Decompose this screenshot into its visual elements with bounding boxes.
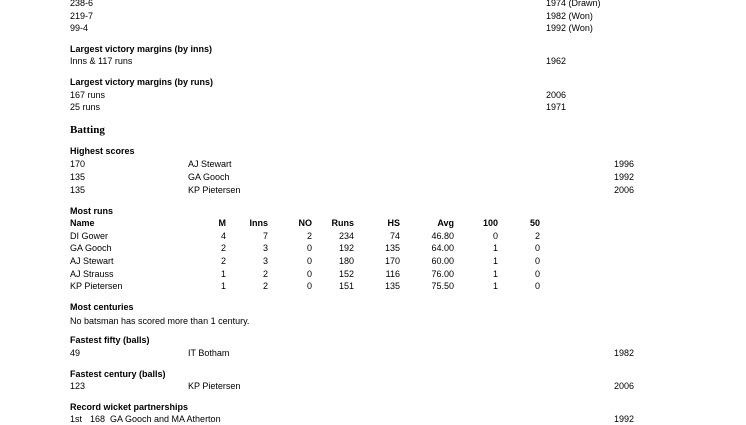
section-heading: Largest victory margins (by inns) [70, 44, 213, 54]
table-cell: 116 [385, 269, 400, 279]
col-header-100: 100 [482, 218, 498, 228]
col-header-runs: Runs [331, 218, 354, 228]
col-header-m: M [218, 218, 226, 228]
table-cell: 0 [492, 231, 498, 241]
section-heading: Fastest fifty (balls) [70, 335, 150, 345]
table-cell: 1 [492, 243, 498, 253]
victory-year: 1962 [546, 56, 567, 66]
table-cell-name: AJ Stewart [70, 256, 114, 266]
player-name: KP Pietersen [188, 381, 241, 391]
table-cell: 192 [338, 243, 354, 253]
section-heading: Fastest century (balls) [70, 369, 166, 379]
section-heading: Most runs [70, 206, 114, 216]
score-year: 1992 [614, 172, 635, 182]
table-cell: 152 [338, 269, 354, 279]
table-cell: 0 [306, 269, 312, 279]
table-cell: 0 [534, 269, 540, 279]
section-heading: Most centuries [70, 302, 134, 312]
table-cell: 135 [384, 243, 400, 253]
score-year: 1996 [614, 159, 635, 169]
table-cell-name: AJ Strauss [70, 269, 114, 279]
fastest-year: 1982 [614, 348, 635, 358]
victory-margin: 25 runs [70, 102, 101, 112]
top-score: 99-4 [70, 23, 89, 33]
table-cell: 170 [384, 256, 400, 266]
table-cell-name: GA Gooch [70, 243, 112, 253]
victory-margin: 167 runs [70, 90, 106, 100]
victory-year: 1971 [546, 102, 567, 112]
table-cell: 2 [534, 231, 540, 241]
section-heading: Highest scores [70, 146, 135, 156]
table-cell: 1 [492, 281, 498, 291]
col-header-inns: Inns [249, 218, 268, 228]
table-cell: 4 [220, 231, 226, 241]
fastest-value: 123 [70, 381, 86, 391]
centuries-note: No batsman has scored more than 1 century. [70, 316, 250, 326]
col-header-50: 50 [529, 218, 540, 228]
table-cell: 75.50 [431, 281, 454, 291]
player-name: KP Pietersen [188, 185, 241, 195]
victory-year: 2006 [546, 90, 567, 100]
top-score: 219-7 [70, 11, 94, 21]
score-value: 135 [70, 185, 86, 195]
score-value: 135 [70, 172, 86, 182]
table-cell: 0 [306, 281, 312, 291]
table-cell: 64.00 [431, 243, 454, 253]
fastest-year: 2006 [614, 381, 635, 391]
table-cell: 1 [220, 269, 226, 279]
col-header-no: NO [298, 218, 312, 228]
table-cell: 2 [262, 281, 268, 291]
table-cell: 151 [338, 281, 354, 291]
table-cell: 0 [306, 243, 312, 253]
table-cell: 0 [534, 243, 540, 253]
partnership-wicket: 1st [70, 414, 83, 424]
table-cell: 1 [492, 269, 498, 279]
table-cell-name: KP Pietersen [70, 281, 123, 291]
fastest-value: 49 [70, 348, 81, 358]
partnership-players: GA Gooch and MA Atherton [110, 414, 221, 424]
partnership-year: 1992 [614, 414, 635, 424]
col-header-avg: Avg [437, 218, 454, 228]
table-cell-name: DI Gower [70, 231, 109, 241]
table-cell: 3 [262, 256, 268, 266]
table-cell: 60.00 [431, 256, 454, 266]
section-heading: Record wicket partnerships [70, 402, 189, 412]
table-cell: 74 [389, 231, 400, 241]
table-cell: 135 [384, 281, 400, 291]
batting-title: Batting [70, 124, 105, 136]
table-cell: 46.80 [431, 231, 454, 241]
table-cell: 3 [262, 243, 268, 253]
score-value: 170 [70, 159, 86, 169]
section-heading: Largest victory margins (by runs) [70, 77, 214, 87]
table-cell: 2 [262, 269, 268, 279]
table-cell: 180 [338, 256, 354, 266]
table-cell: 0 [534, 256, 540, 266]
table-cell: 2 [220, 243, 226, 253]
table-cell: 0 [306, 256, 312, 266]
table-cell: 1 [220, 281, 226, 291]
table-cell: 7 [262, 231, 268, 241]
table-cell: 1 [492, 256, 498, 266]
victory-margin: Inns & 117 runs [70, 56, 133, 66]
top-score: 238-6 [70, 0, 94, 8]
partnership-runs: 168 [90, 414, 106, 424]
table-cell: 0 [534, 281, 540, 291]
score-year: 2006 [614, 185, 635, 195]
top-result: 1982 (Won) [546, 11, 593, 21]
player-name: IT Botham [188, 348, 230, 358]
table-cell: 234 [338, 231, 354, 241]
player-name: GA Gooch [188, 172, 230, 182]
col-header-name: Name [70, 218, 95, 228]
player-name: AJ Stewart [188, 159, 232, 169]
table-cell: 2 [220, 256, 226, 266]
table-cell: 2 [306, 231, 312, 241]
col-header-hs: HS [387, 218, 400, 228]
top-result: 1992 (Won) [546, 23, 593, 33]
table-cell: 76.00 [431, 269, 454, 279]
top-result: 1974 (Drawn) [546, 0, 601, 8]
